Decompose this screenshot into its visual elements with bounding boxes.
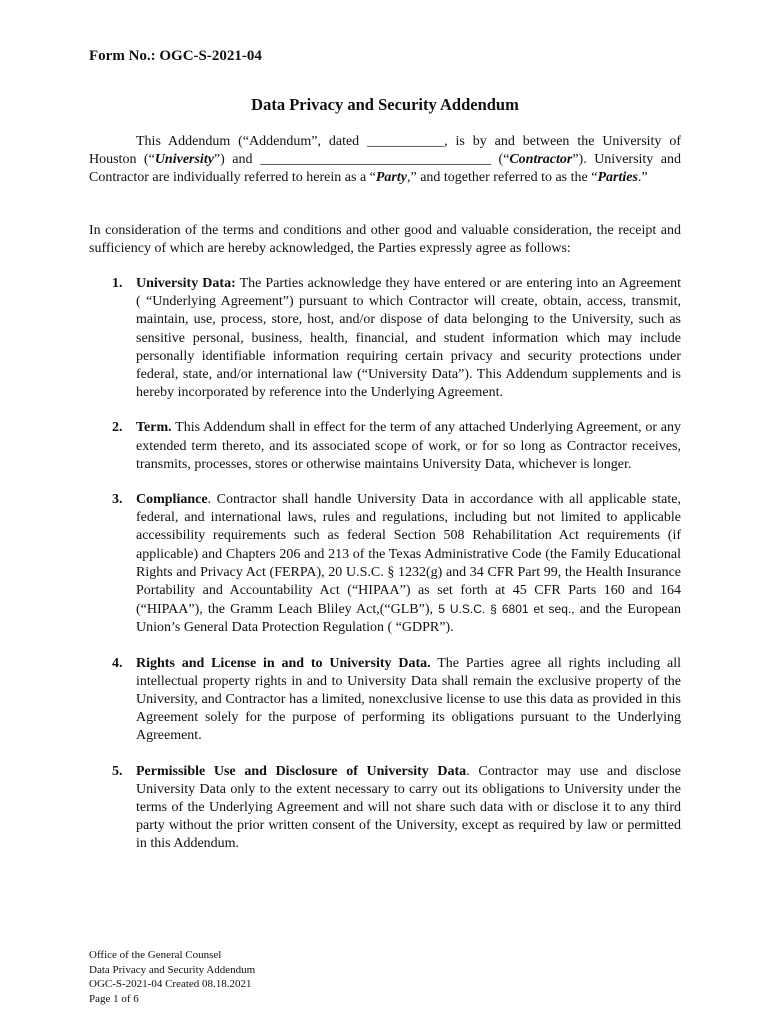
defined-term-contractor: Contractor — [509, 152, 573, 168]
intro-text-part: This Addendum (“Addendum”, dated ___________, is by and between the University of Houston (“ — [89, 134, 681, 168]
section-permissible-use — [89, 763, 681, 854]
footer-doc-title: Data Privacy and Security Addendum — [89, 963, 256, 976]
section-term — [89, 419, 681, 474]
section-heading: Rights and License in and to University Data. — [136, 655, 431, 671]
section-text: . Contractor shall handle University Data in accordance with all applicable state, federal, and international laws, rules and regulations, including but not limited to applicable accessibility requirements such as federal Section 508 Rehabilitation Act requirements (if applicable) and Chapters 206 and 213 of the Texas Administrative Code (the Family Educational Rights and Privacy Act (FERPA), 20 U.S.C. § 1232(g) and 34 CFR Part 99, the Health Insurance Portability and Accountability Act (“HIPAA”) as set forth at 45 CFR Parts 160 and 164 (“HIPAA”), the Gramm Leach Bliley Act,(“GLB”), — [136, 492, 681, 618]
section-university-data — [89, 275, 681, 402]
intro-text-part: ”) and _________________________________ (“ — [213, 152, 510, 168]
section-list — [89, 275, 681, 854]
section-heading: Permissible Use and Disclosure of University Data — [136, 763, 467, 779]
intro-text — [89, 133, 681, 188]
section-rights-license — [89, 655, 681, 746]
section-number: 5. — [112, 763, 123, 779]
defined-term-parties: Parties — [597, 170, 638, 186]
consideration-paragraph: In consideration of the terms and conditions and other good and valuable consideration, the receipt and sufficiency of which are hereby acknowledged, the Parties expressly agree as follows: — [89, 223, 681, 257]
intro-text-part: .” — [637, 170, 648, 186]
section-text: The Parties agree all rights including all intellectual property rights in and to University Data shall remain the exclusive property of the University, and Contractor has a limited, nonexclusive license to use this data as provided in this Agreement solely for the purpose of performing its obligations pursuant to the Underlying Agreement. — [136, 655, 681, 744]
document-title: Data Privacy and Security Addendum — [251, 95, 519, 114]
section-heading: Compliance — [136, 492, 208, 508]
footer-page-number: Page 1 of 6 — [89, 992, 139, 1005]
defined-term-party: Party — [375, 170, 407, 186]
section-text: and the European Union’s General Data Protection Regulation ( “GDPR”). — [136, 602, 681, 636]
footer-form-created: OGC-S-2021-04 Created 08.18.2021 — [89, 978, 252, 990]
section-number: 2. — [112, 420, 123, 436]
section-compliance — [89, 491, 681, 638]
section-text: This Addendum shall in effect for the term of any attached Underlying Agreement, or any extended term thereto, and its associated scope of work, or for so long as Contractor receives, transmits, processes, stores or otherwise maintains University Data, whichever is longer. — [136, 420, 681, 472]
section-heading: University Data: — [136, 276, 236, 291]
section-text: . Contractor may use and disclose University Data only to the extent necessary to carry out its obligations to University under the terms of the Underlying Agreement and will not share such data with or disclose it to any third party without the prior written consent of the University, except as required by law or permitted in this Addendum. — [136, 763, 681, 852]
section-number: 4. — [112, 655, 123, 671]
form-number: Form No.: OGC-S-2021-04 — [89, 48, 262, 64]
footer-office: Office of the General Counsel — [89, 949, 222, 961]
intro-paragraph — [89, 133, 681, 188]
section-heading: Term. — [136, 420, 172, 436]
intro-text-part: ”). University and Contractor are individually referred to herein as a “ — [89, 152, 681, 186]
defined-term-university: University — [154, 152, 214, 168]
intro-text-part: ,” and together referred to as the “ — [406, 170, 598, 186]
section-number: 1. — [112, 276, 123, 291]
citation-text: 5 U.S.C. § 6801 et seq., — [438, 602, 575, 617]
page-footer — [89, 948, 255, 1006]
section-text: The Parties acknowledge they have entered or are entering into an Agreement ( “Underlying Agreement”) pursuant to which Contractor will create, obtain, access, transmit, maintain, use, process, store, host, and/or dispose of data belonging to the University, such as sensitive personal, business, health, financial, and student information which may include personally identifiable information requiring certain privacy and security protections under federal, state, and/or international law (“University Data”). This Addendum supplements and is hereby incorporated by reference into the Underlying Agreement. — [136, 276, 681, 401]
section-number: 3. — [112, 492, 123, 508]
